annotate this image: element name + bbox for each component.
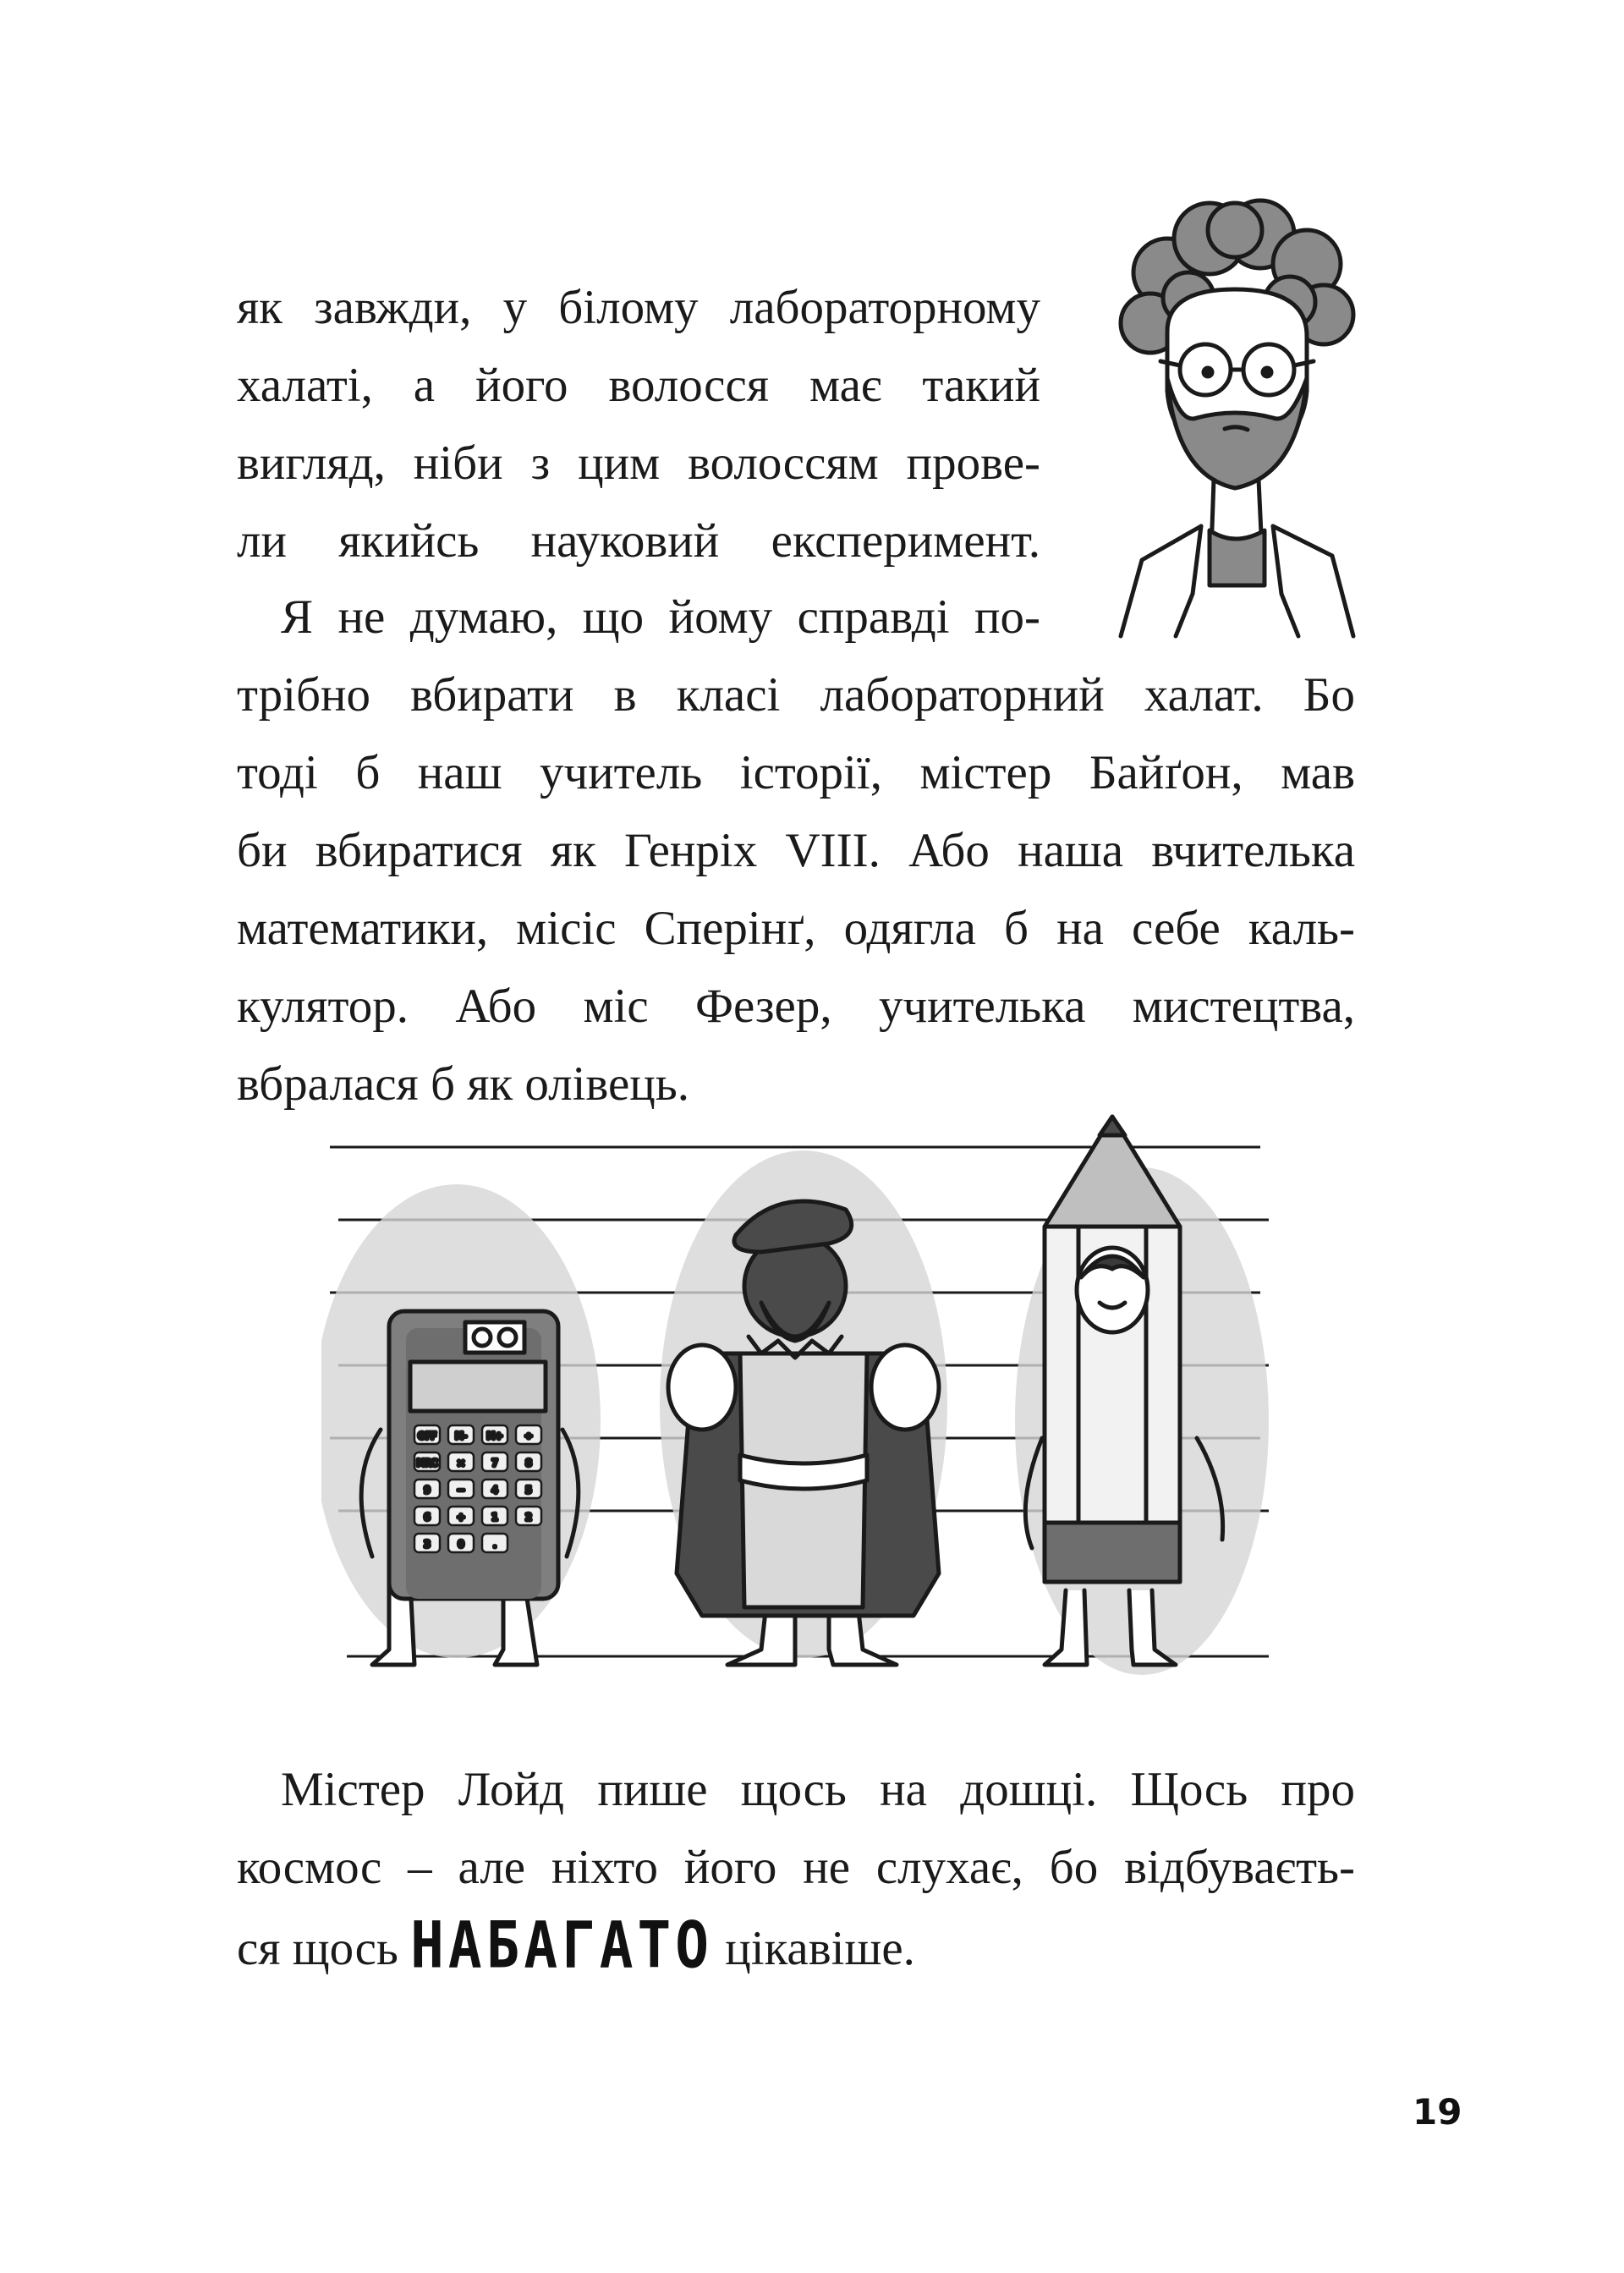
paragraph-3: [237, 1751, 1355, 1988]
costumes-illustration: [321, 1100, 1281, 1709]
calculator-key-label: .: [493, 1539, 497, 1550]
text-line: кулятор. Або міс Фезер, учителька мистецтва,: [237, 980, 1355, 1033]
calculator-key-label: 4: [491, 1485, 498, 1496]
calculator-key-label: 3: [424, 1539, 431, 1550]
calculator-key-label: 9: [424, 1485, 431, 1496]
text-line: Містер Лойд пише щось на дошці. Щось про: [281, 1763, 1355, 1816]
calculator-key-label: ÷: [524, 1430, 533, 1441]
text-line: космос – але ніхто його не слухає, бо відбуваєть-: [237, 1841, 1355, 1894]
calculator-key-label: +: [457, 1512, 465, 1523]
calculator-key-label: M-: [455, 1430, 467, 1441]
text-line: тоді б наш учитель історії, містер Байґон, мав: [237, 746, 1355, 799]
calculator-key-label: 5: [525, 1485, 532, 1496]
text-line: трібно вбирати в класі лабораторний халат. Бо: [237, 668, 1355, 722]
paragraph-2: [237, 579, 1355, 1123]
emphasized-word: НАБАГАТО: [410, 1908, 714, 1983]
calculator-key-label: MRC: [416, 1458, 438, 1469]
calculator-key-label: M+: [486, 1430, 503, 1441]
teacher-portrait-illustration: [1108, 196, 1370, 653]
text-line: вигляд, ніби з цим волоссям прове-: [237, 436, 1040, 490]
text-fragment: ся щось: [237, 1922, 398, 1975]
text-line: вбралася б як олівець.: [237, 1057, 690, 1111]
text-line: халаті, а його волосся має такий: [237, 359, 1040, 412]
text-line: [237, 1907, 1355, 1988]
calculator-key-label: 2: [525, 1512, 532, 1523]
calculator-key-label: 0: [458, 1539, 464, 1550]
paragraph-1: [237, 269, 1040, 580]
text-line: як завжди, у білому лабораторному: [237, 281, 1040, 334]
calculator-key-label: ×: [457, 1458, 465, 1469]
text-fragment: цікавіше.: [725, 1922, 915, 1975]
calculator-key-label: 7: [491, 1458, 498, 1469]
text-line: математики, місіс Сперінґ, одягла б на себе каль-: [237, 902, 1355, 955]
page-number: 19: [1413, 2091, 1462, 2133]
calculator-key-label: 8: [525, 1458, 532, 1469]
text-line: Я не думаю, що йому справді по-: [281, 590, 1040, 644]
text-line: би вбиратися як Генріх VIII. Або наша вчителька: [237, 824, 1355, 877]
calculator-key-label: −: [457, 1485, 465, 1496]
calculator-key-label: OFF: [418, 1430, 436, 1441]
text-line: ли якийсь науковий експеримент.: [237, 514, 1040, 568]
calculator-key-label: 1: [491, 1512, 498, 1523]
calculator-key-label: 6: [424, 1512, 431, 1523]
